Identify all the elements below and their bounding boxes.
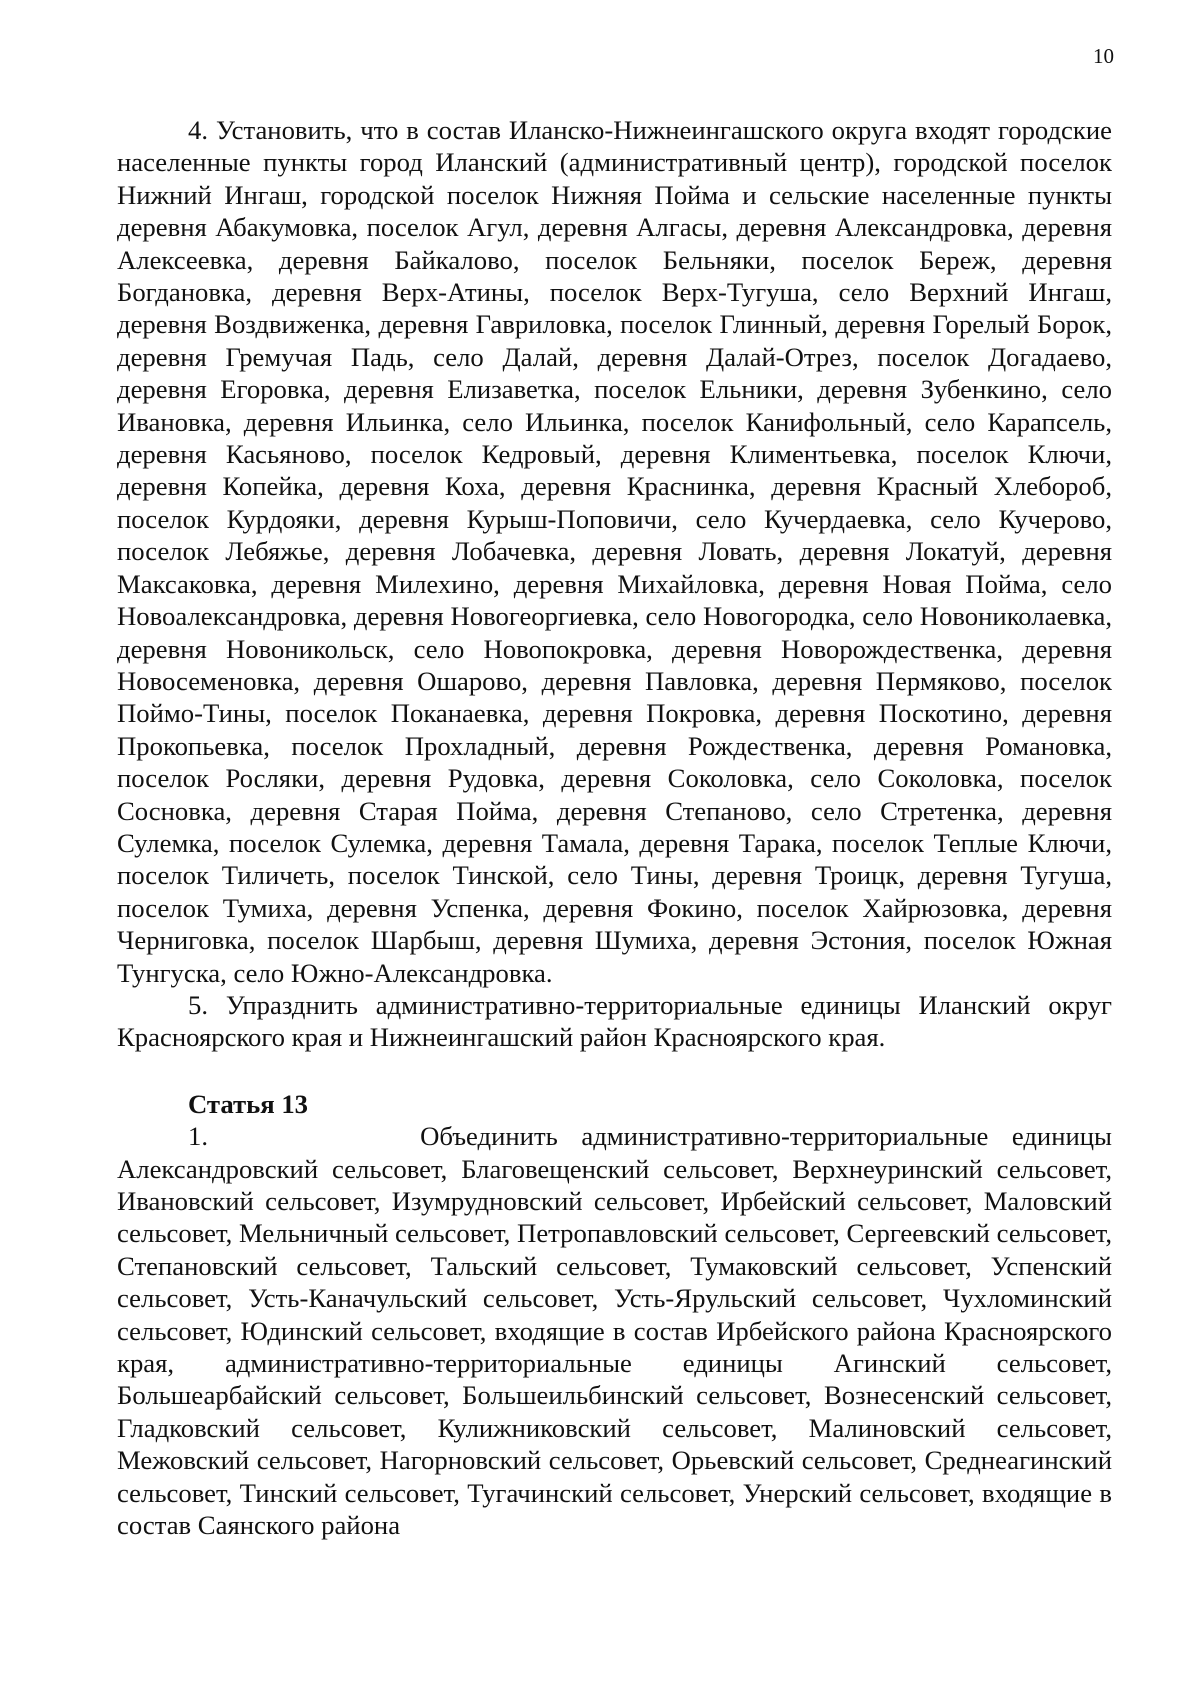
article-item-1-text: Александровский сельсовет, Благовещенский сельсовет, Верхнеуринский сельсовет, Ивановский сельсовет, Изумрудновский сельсовет, Ирбейский сельсовет, Маловский сельсовет, Мельничный сельсовет, Петропавловский сельсовет, Сергеевский сельсовет, Степановский сельсовет, Тальский сельсовет, Тумаковский сельсовет, Успенский сельсовет, Усть-Каначульский сельсовет, Усть-Ярульский сельсовет, Чухломинский сельсовет, Юдинский сельсовет, входящие в состав Ирбейского района Красноярского края, административно-территориальные единицы Агинский сельсовет, Большеарбайский сельсовет, Большеильбинский сельсовет, Вознесенский сельсовет, Гладковский сельсовет, Кулижниковский сельсовет, Малиновский сельсовет, Межовский сельсовет, Нагорновский сельсовет, Орьевский сельсовет, Среднеагинский сельсовет, Тинский сельсовет, Тугачинский сельсовет, Унерский сельсовет, входящие в состав Саянского района [117, 1153, 1112, 1541]
article-heading: Статья 13 [188, 1088, 309, 1119]
document-body [117, 114, 1112, 1541]
paragraph-5: 5. Упразднить административно-территориальные единицы Иланский округ Красноярского края и Нижнеингашский район Красноярского края. [117, 989, 1112, 1053]
article-item-1-first-line: 1. Объединить административно-территориальные единицы [188, 1121, 1112, 1152]
paragraph-4: 4. Установить, что в состав Иланско-Нижнеингашского округа входят городские населенные пункты город Иланский (административный центр), городской поселок Нижний Ингаш, городской поселок Нижняя Пойма и сельские населенные пункты деревня Абакумовка, поселок Агул, деревня Алгасы, деревня Александровка, деревня Алексеевка, деревня Байкалово, поселок Бельняки, поселок Береж, деревня Богдановка, деревня Верх-Атины, поселок Верх-Тугуша, село Верхний Ингаш, деревня Воздвиженка, деревня Гавриловка, поселок Глинный, деревня Горелый Борок, деревня Гремучая Падь, село Далай, деревня Далай-Отрез, поселок Догадаево, деревня Егоровка, деревня Елизаветка, поселок Ельники, деревня Зубенкино, село Ивановка, деревня Ильинка, село Ильинка, поселок Канифольный, село Карапсель, деревня Касьяново, поселок Кедровый, деревня Климентьевка, поселок Ключи, деревня Копейка, деревня Коха, деревня Краснинка, деревня Красный Хлебороб, поселок Курдояки, деревня Курыш-Поповичи, село Кучердаевка, село Кучерово, поселок Лебяжье, деревня Лобачевка, деревня Ловать, деревня Локатуй, деревня Максаковка, деревня Милехино, деревня Михайловка, деревня Новая Пойма, село Новоалександровка, деревня Новогеоргиевка, село Новогородка, село Новониколаевка, деревня Новоникольск, село Новопокровка, деревня Новорождественка, деревня Новосеменовка, деревня Ошарово, деревня Павловка, деревня Пермяково, поселок Поймо-Тины, поселок Поканаевка, деревня Покровка, деревня Поскотино, деревня Прокопьевка, поселок Прохладный, деревня Рождественка, деревня Романовка, поселок Росляки, деревня Рудовка, деревня Соколовка, село Соколовка, поселок Сосновка, деревня Старая Пойма, деревня Степаново, село Стретенка, деревня Сулемка, поселок Сулемка, деревня Тамала, деревня Тарака, поселок Теплые Ключи, поселок Тиличеть, поселок Тинской, село Тины, деревня Троицк, деревня Тугуша, поселок Тумиха, деревня Успенка, деревня Фокино, поселок Хайрюзовка, деревня Черниговка, поселок Шарбыш, деревня Шумиха, деревня Эстония, поселок Южная Тунгуска, село Южно-Александровка. [117, 115, 1112, 988]
section-spacer [117, 1054, 1112, 1088]
page-number: 10 [1093, 44, 1114, 68]
